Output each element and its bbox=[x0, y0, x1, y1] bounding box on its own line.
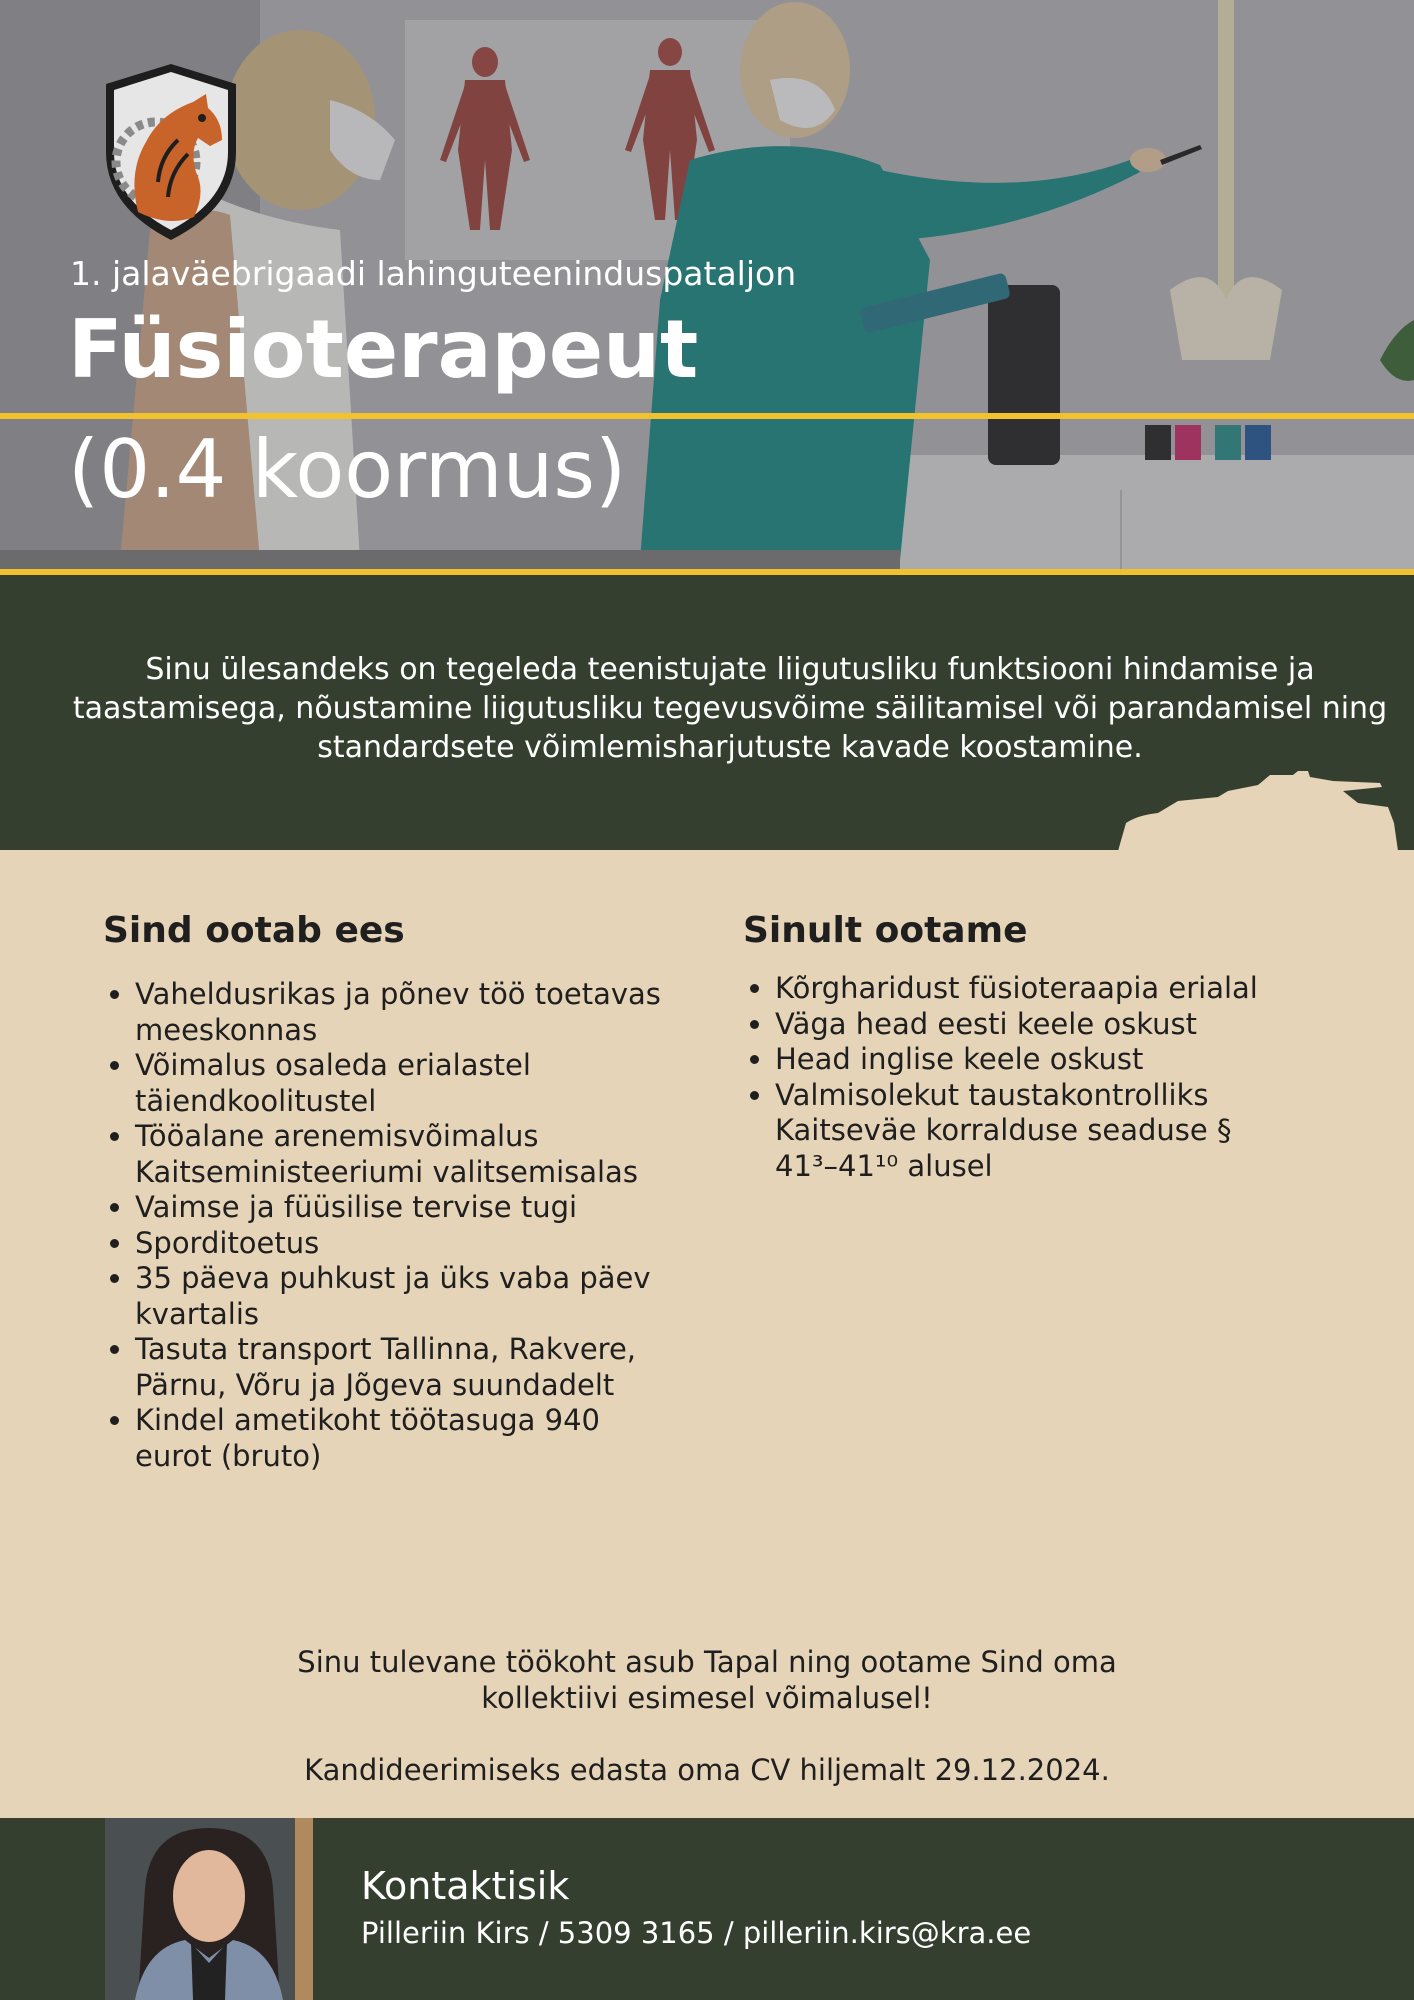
job-workload: (0.4 koormus) bbox=[68, 423, 627, 516]
requirement-item: • Väga head eesti keele oskust bbox=[775, 1007, 1363, 1043]
tank-silhouette bbox=[1118, 763, 1398, 851]
offer-item: • Tööalane arenemisvõimalus Kaitseministeeriumi valitsemisalas bbox=[135, 1119, 663, 1190]
requirements-list bbox=[743, 971, 1363, 1184]
requirements-heading: Sinult ootame bbox=[743, 910, 1028, 951]
offer-item: • Võimalus osaleda erialastel täiendkoolitustel bbox=[135, 1048, 663, 1119]
offer-item: • Vaimse ja füüsilise tervise tugi bbox=[135, 1190, 663, 1226]
offer-item: • Tasuta transport Tallinna, Rakvere, Pärnu, Võru ja Jõgeva suundadelt bbox=[135, 1332, 663, 1403]
contact-details[interactable]: Pilleriin Kirs / 5309 3165 / pilleriin.kirs@kra.ee bbox=[361, 1916, 1032, 1950]
job-title: Füsioterapeut bbox=[68, 303, 699, 396]
contact-heading: Kontaktisik bbox=[361, 1864, 570, 1908]
deadline-text: Kandideerimiseks edasta oma CV hiljemalt 29.12.2024. bbox=[304, 1753, 1110, 1787]
horse-gear-shield-logo bbox=[98, 62, 244, 242]
requirement-item: • Valmisolekut taustakontrolliks Kaitseväe korralduse seaduse § 41³–41¹⁰ alusel bbox=[775, 1078, 1245, 1185]
unit-name: 1. jalaväebrigaadi lahinguteeninduspataljon bbox=[70, 254, 797, 293]
offer-section bbox=[103, 910, 663, 1474]
closing-section bbox=[0, 1644, 1414, 1788]
offer-list bbox=[103, 977, 663, 1474]
contact-footer bbox=[0, 1818, 1414, 2000]
hero-banner bbox=[0, 0, 1414, 575]
gold-divider-top bbox=[0, 413, 1414, 419]
requirement-item: • Head inglise keele oskust bbox=[775, 1042, 1363, 1078]
offer-heading: Sind ootab ees bbox=[103, 910, 405, 951]
requirements-section bbox=[743, 910, 1363, 1184]
offer-item: • 35 päeva puhkust ja üks vaba päev kvartalis bbox=[135, 1261, 663, 1332]
intro-section bbox=[0, 575, 1414, 850]
contact-avatar bbox=[105, 1818, 313, 2000]
job-description: Sinu ülesandeks on tegeleda teenistujate liigutusliku funktsiooni hindamise ja taastamisega, nõustamine liigutusliku tegevusvõime säilitamisel või parandamisel ning standardsete võimlemisharjutuste kavade koostamine. bbox=[72, 652, 1388, 765]
offer-item: • Vaheldusrikas ja põnev töö toetavas meeskonnas bbox=[135, 977, 663, 1048]
offer-item: • Kindel ametikoht töötasuga 940 eurot (bruto) bbox=[135, 1403, 663, 1474]
requirement-item: • Kõrgharidust füsioteraapia erialal bbox=[775, 971, 1363, 1007]
location-text: Sinu tulevane töökoht asub Tapal ning ootame Sind oma kollektiivi esimesel võimalusel! bbox=[297, 1645, 1117, 1715]
offer-item: • Sporditoetus bbox=[135, 1226, 663, 1262]
